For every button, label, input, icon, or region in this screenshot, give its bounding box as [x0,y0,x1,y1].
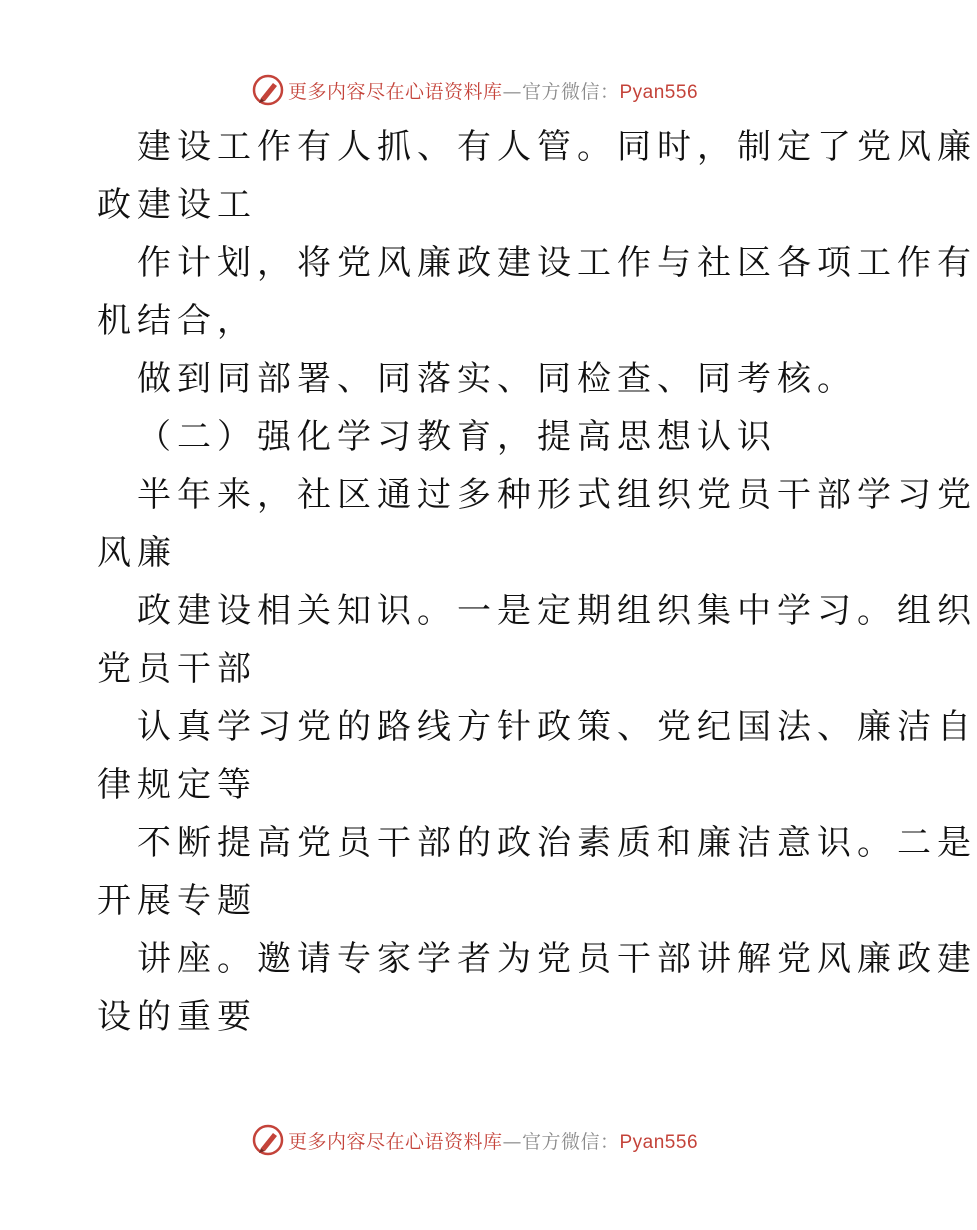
text-line: （二）强化学习教育，提高思想认识 [137,417,777,457]
pen-logo-icon [252,1124,284,1156]
watermark-tail: 官方微信： [521,1130,620,1153]
text-line: 认真学习党的路线方针政策、党纪国法、廉洁自 [137,707,977,747]
header-watermark [0,70,950,110]
text-line: 作计划，将党风廉政建设工作与社区各项工作有 [137,243,977,283]
watermark-text [288,77,698,104]
text-line: 律规定等 [97,765,257,805]
text-line: 讲座。邀请专家学者为党员干部讲解党风廉政建 [137,939,977,979]
watermark-main: 更多内容尽在心语资料库 [287,1130,503,1153]
watermark-separator: — [502,80,522,103]
watermark-wechat-id: Pyan556 [619,81,699,103]
watermark-separator: — [502,1130,522,1153]
pen-logo-icon [252,74,284,106]
text-line: 政建设工 [97,185,257,225]
footer-watermark [0,1120,950,1160]
text-line: 半年来，社区通过多种形式组织党员干部学习党 [137,475,977,515]
text-line: 风廉 [97,533,177,573]
text-line: 做到同部署、同落实、同检查、同考核。 [137,359,857,399]
text-line: 不断提高党员干部的政治素质和廉洁意识。二是 [137,823,977,863]
watermark-wechat-id: Pyan556 [619,1131,699,1153]
watermark-main: 更多内容尽在心语资料库 [287,80,503,103]
watermark-text [288,1127,698,1154]
watermark-tail: 官方微信： [521,80,620,103]
text-line: 建设工作有人抓、有人管。同时，制定了党风廉 [137,127,977,167]
text-line: 党员干部 [97,649,257,689]
text-line: 机结合， [97,301,257,341]
text-line: 设的重要 [97,997,257,1037]
text-line: 开展专题 [97,881,257,921]
document-body [97,118,977,1046]
text-line: 政建设相关知识。一是定期组织集中学习。组织 [137,591,977,631]
